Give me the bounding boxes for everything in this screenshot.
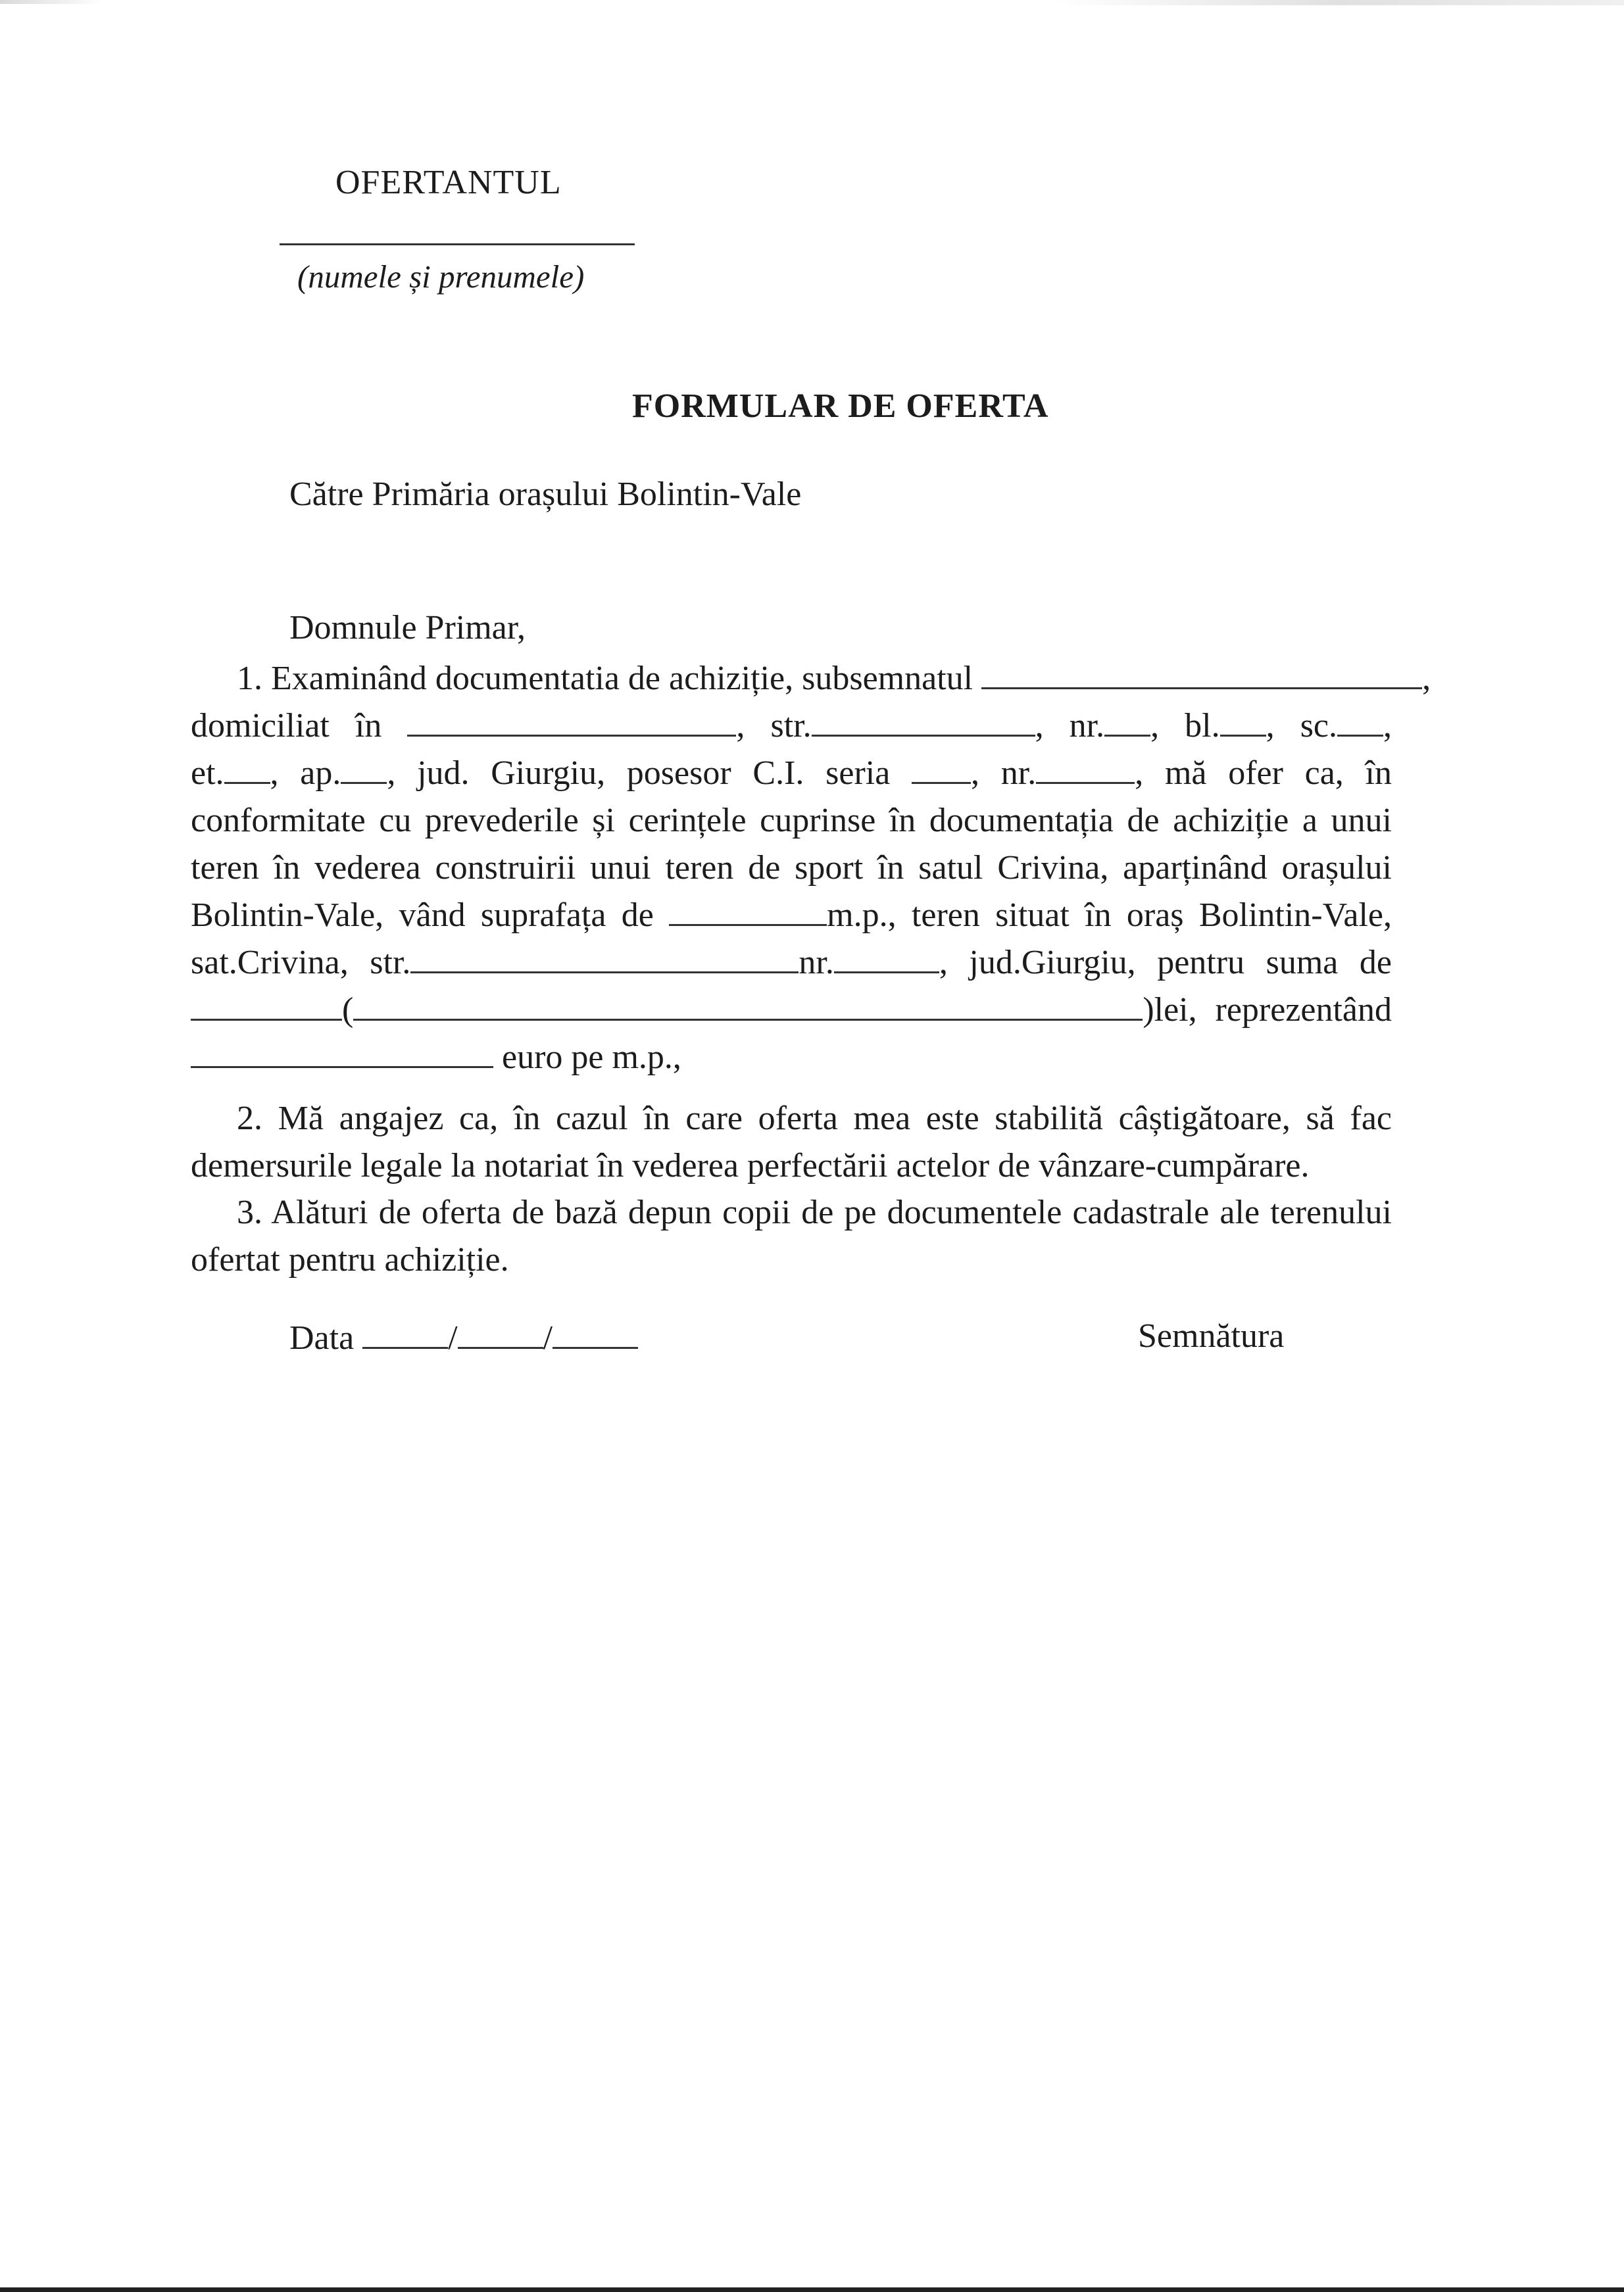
date-field bbox=[289, 1317, 638, 1357]
p1-text: , bbox=[1422, 660, 1431, 697]
p1-text: sat.Crivina, str. bbox=[191, 944, 411, 981]
p1-text: , nr. bbox=[971, 754, 1037, 792]
p1-line-5: teren în vederea construirii unui teren de sport în satul Crivina, aparținând orașului bbox=[191, 849, 1392, 887]
name-caption: (numele și prenumele) bbox=[297, 258, 585, 295]
stair-blank bbox=[1337, 704, 1383, 737]
price-blank bbox=[191, 988, 342, 1021]
p2-line-2: demersurile legale la notariat în vederea perfectării actelor de vânzare-cumpărare. bbox=[191, 1147, 1310, 1184]
p1-line-8 bbox=[191, 987, 1392, 1034]
locality-blank bbox=[407, 704, 736, 737]
date-month-blank bbox=[458, 1317, 543, 1349]
date-separator: / bbox=[448, 1319, 458, 1357]
name-blank-line bbox=[280, 243, 635, 245]
p1-text: ( bbox=[342, 991, 354, 1029]
p1-text: nr. bbox=[799, 944, 834, 981]
p1-text: )lei, bbox=[1143, 991, 1197, 1029]
paragraph-1 bbox=[191, 655, 1431, 1081]
date-label: Data bbox=[289, 1319, 355, 1357]
p1-text: , jud. Giurgiu, posesor C.I. seria bbox=[387, 754, 891, 792]
date-day-blank bbox=[362, 1317, 448, 1349]
p1-text: , jud.Giurgiu, pentru suma de bbox=[939, 944, 1392, 981]
p1-text: , sc. bbox=[1266, 707, 1338, 744]
p1-text: , ap. bbox=[270, 754, 341, 792]
p1-text: m.p., teren situat în oraș Bolintin-Vale, bbox=[827, 896, 1392, 934]
p1-line-6 bbox=[191, 892, 1392, 939]
form-title: FORMULAR DE OFERTA bbox=[632, 387, 1049, 425]
date-year-blank bbox=[553, 1317, 638, 1349]
scan-edge-top bbox=[1052, 0, 1624, 5]
id-series-blank bbox=[912, 752, 971, 784]
p1-text: Bolintin-Vale, vând suprafața de bbox=[191, 896, 654, 934]
p1-line-7 bbox=[191, 939, 1392, 987]
p1-text: , mă ofer ca, în bbox=[1135, 754, 1392, 792]
p1-line-1 bbox=[191, 655, 1431, 702]
area-blank bbox=[669, 894, 827, 926]
p2-line-1: 2. Mă angajez ca, în cazul în care oferta mea este stabilită câștigătoare, să fac bbox=[237, 1100, 1392, 1137]
floor-blank bbox=[224, 752, 270, 784]
p3-line-1: 3. Alături de oferta de bază depun copii de pe documentele cadastrale ale terenului bbox=[237, 1194, 1392, 1231]
scan-edge-topleft bbox=[0, 0, 105, 4]
p1-text: reprezentând bbox=[1215, 991, 1392, 1029]
p1-text: 1. Examinând documentatia de achiziție, subsemnatul bbox=[237, 660, 973, 697]
apartment-blank bbox=[341, 752, 387, 784]
id-number-blank bbox=[1036, 752, 1135, 784]
p1-line-2 bbox=[191, 702, 1392, 750]
signature-label: Semnătura bbox=[1138, 1317, 1285, 1355]
p1-text: , str. bbox=[736, 707, 812, 744]
p1-text: , nr. bbox=[1035, 707, 1105, 744]
name-field-blank bbox=[981, 657, 1422, 689]
price-words-blank bbox=[353, 988, 1143, 1021]
street-blank bbox=[812, 704, 1035, 737]
p1-text: domiciliat în bbox=[191, 707, 382, 744]
p1-line-9 bbox=[191, 1034, 1392, 1081]
p1-line-3 bbox=[191, 750, 1392, 797]
block-blank bbox=[1220, 704, 1266, 737]
land-street-blank bbox=[410, 941, 799, 973]
p3-line-2: ofertat pentru achiziție. bbox=[191, 1241, 509, 1279]
salutation: Domnule Primar, bbox=[289, 609, 526, 646]
paragraph-2 bbox=[191, 1095, 1392, 1190]
euro-per-sqm-blank bbox=[191, 1036, 493, 1068]
p1-text: et. bbox=[191, 754, 224, 792]
land-number-blank bbox=[834, 941, 939, 973]
p1-text: , bl. bbox=[1150, 707, 1220, 744]
p1-text: , bbox=[1383, 707, 1392, 744]
addressee: Către Primăria orașului Bolintin-Vale bbox=[289, 475, 802, 513]
number-blank bbox=[1104, 704, 1150, 737]
p1-line-4: conformitate cu prevederile și cerințele cuprinse în documentația de achiziție a unui bbox=[191, 802, 1392, 839]
p1-text: euro pe m.p., bbox=[502, 1038, 681, 1076]
ofertant-label: OFERTANTUL bbox=[335, 164, 562, 201]
paragraph-3 bbox=[191, 1189, 1392, 1284]
date-separator: / bbox=[543, 1319, 553, 1357]
scan-edge-bottom bbox=[0, 2287, 1624, 2292]
